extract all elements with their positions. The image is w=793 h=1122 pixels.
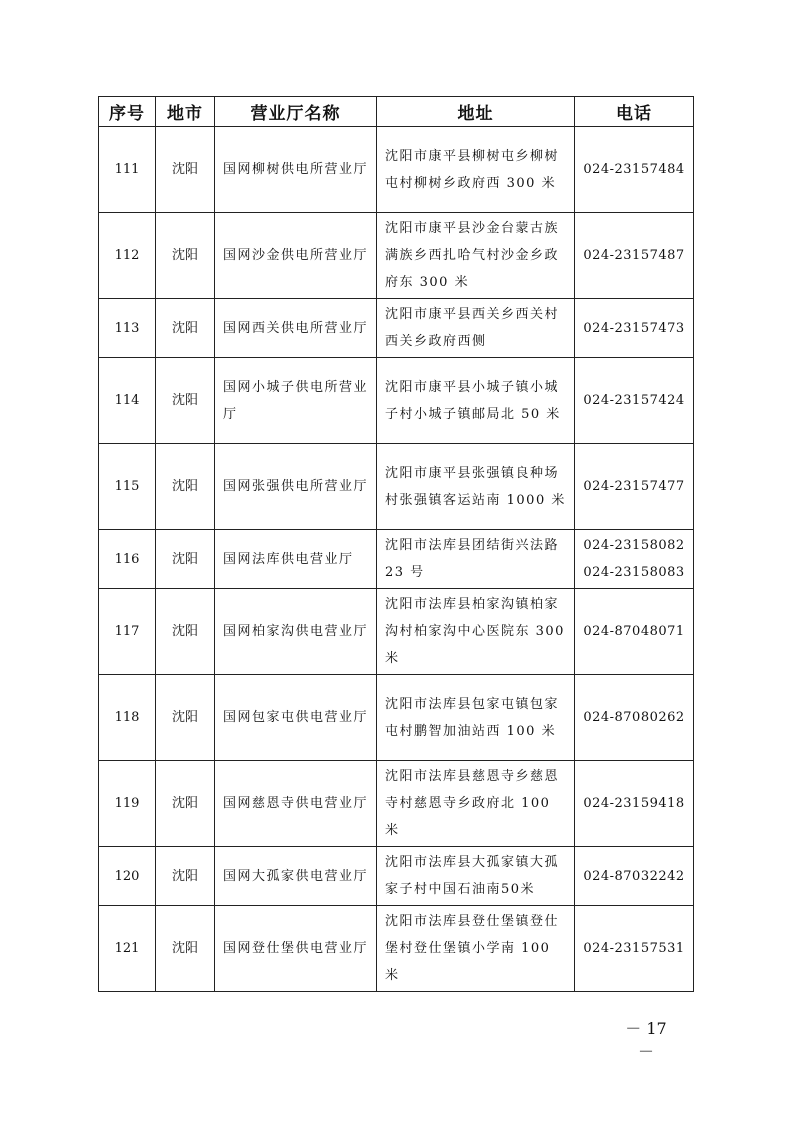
table-row — [99, 127, 694, 213]
row-hall-name: 国网柏家沟供电营业厅 — [215, 589, 377, 675]
row-address: 沈阳市法库县大孤家镇大孤家子村中国石油南50米 — [377, 847, 575, 906]
row-phone-cell — [575, 761, 694, 847]
row-phone: 024-87080262 — [583, 710, 685, 725]
row-hall-name: 国网沙金供电所营业厅 — [215, 213, 377, 299]
header-address: 地址 — [377, 97, 575, 127]
row-index: 118 — [99, 675, 156, 761]
row-index: 121 — [99, 906, 156, 992]
row-hall-name: 国网大孤家供电营业厅 — [215, 847, 377, 906]
row-phone: 024-23157531 — [583, 941, 685, 956]
row-phone: 024-23157477 — [583, 479, 685, 494]
row-phone: 024-87048071 — [583, 624, 685, 639]
row-address: 沈阳市康平县张强镇良种场村张强镇客运站南 1000 米 — [377, 444, 575, 530]
header-hall-name: 营业厅名称 — [215, 97, 377, 127]
row-hall-name: 国网登仕堡供电营业厅 — [215, 906, 377, 992]
row-city: 沈阳 — [156, 761, 215, 847]
header-phone: 电话 — [575, 97, 694, 127]
row-phone-cell — [575, 675, 694, 761]
row-hall-name: 国网张强供电所营业厅 — [215, 444, 377, 530]
row-city: 沈阳 — [156, 444, 215, 530]
row-city: 沈阳 — [156, 530, 215, 589]
table-row — [99, 675, 694, 761]
table-row — [99, 906, 694, 992]
table-header-row — [99, 97, 694, 127]
row-phone: 024-23157473 — [583, 320, 685, 336]
row-address: 沈阳市康平县沙金台蒙古族满族乡西扎哈气村沙金乡政府东 300 米 — [377, 213, 575, 299]
table-body — [99, 127, 694, 992]
row-city: 沈阳 — [156, 906, 215, 992]
row-address: 沈阳市法库县包家屯镇包家屯村鹏智加油站西 100 米 — [377, 675, 575, 761]
row-phone-cell — [575, 589, 694, 675]
row-address: 沈阳市康平县西关乡西关村西关乡政府西侧 — [377, 299, 575, 358]
row-phone-cell — [575, 444, 694, 530]
row-city: 沈阳 — [156, 127, 215, 213]
table-row — [99, 358, 694, 444]
header-city: 地市 — [156, 97, 215, 127]
service-hall-table — [98, 96, 694, 992]
row-index: 115 — [99, 444, 156, 530]
row-phone: 024-23159418 — [583, 796, 685, 811]
row-hall-name: 国网西关供电所营业厅 — [215, 299, 377, 358]
row-address: 沈阳市法库县慈恩寺乡慈恩寺村慈恩寺乡政府北 100 米 — [377, 761, 575, 847]
row-hall-name: 国网慈恩寺供电营业厅 — [215, 761, 377, 847]
row-phone-cell — [575, 847, 694, 906]
row-phone-cell — [575, 127, 694, 213]
row-hall-name: 国网法库供电营业厅 — [215, 530, 377, 589]
row-phone: 024-23157484 — [583, 162, 685, 177]
table-row — [99, 530, 694, 589]
row-city: 沈阳 — [156, 589, 215, 675]
row-phone-cell — [575, 299, 694, 358]
row-address: 沈阳市康平县小城子镇小城子村小城子镇邮局北 50 米 — [377, 358, 575, 444]
row-address: 沈阳市法库县柏家沟镇柏家沟村柏家沟中心医院东 300 米 — [377, 589, 575, 675]
table-row — [99, 847, 694, 906]
table-row — [99, 299, 694, 358]
header-index: 序号 — [99, 97, 156, 127]
table-row — [99, 589, 694, 675]
row-address: 沈阳市法库县团结街兴法路 23 号 — [377, 530, 575, 589]
row-city: 沈阳 — [156, 299, 215, 358]
row-city: 沈阳 — [156, 358, 215, 444]
row-phone: 024-23158083 — [583, 565, 685, 580]
row-hall-name: 国网小城子供电所营业厅 — [215, 358, 377, 444]
row-index: 112 — [99, 213, 156, 299]
row-address: 沈阳市康平县柳树屯乡柳树屯村柳树乡政府西 300 米 — [377, 127, 575, 213]
page-number: － 17 － — [625, 1019, 667, 1061]
row-phone-cell — [575, 213, 694, 299]
row-phone-cell — [575, 906, 694, 992]
row-phone: 024-87032242 — [583, 868, 685, 884]
row-index: 111 — [99, 127, 156, 213]
row-city: 沈阳 — [156, 847, 215, 906]
row-index: 117 — [99, 589, 156, 675]
row-index: 116 — [99, 530, 156, 589]
row-index: 120 — [99, 847, 156, 906]
row-phone: 024-23157424 — [583, 393, 685, 408]
row-index: 113 — [99, 299, 156, 358]
table-row — [99, 444, 694, 530]
table-row — [99, 213, 694, 299]
row-city: 沈阳 — [156, 675, 215, 761]
row-hall-name: 国网柳树供电所营业厅 — [215, 127, 377, 213]
row-phone: 024-23158082 — [583, 538, 685, 553]
row-phone-cell — [575, 530, 694, 589]
row-address: 沈阳市法库县登仕堡镇登仕堡村登仕堡镇小学南 100 米 — [377, 906, 575, 992]
row-phone-cell — [575, 358, 694, 444]
table-row — [99, 761, 694, 847]
row-phone: 024-23157487 — [583, 248, 685, 263]
row-city: 沈阳 — [156, 213, 215, 299]
row-hall-name: 国网包家屯供电营业厅 — [215, 675, 377, 761]
row-index: 119 — [99, 761, 156, 847]
row-index: 114 — [99, 358, 156, 444]
